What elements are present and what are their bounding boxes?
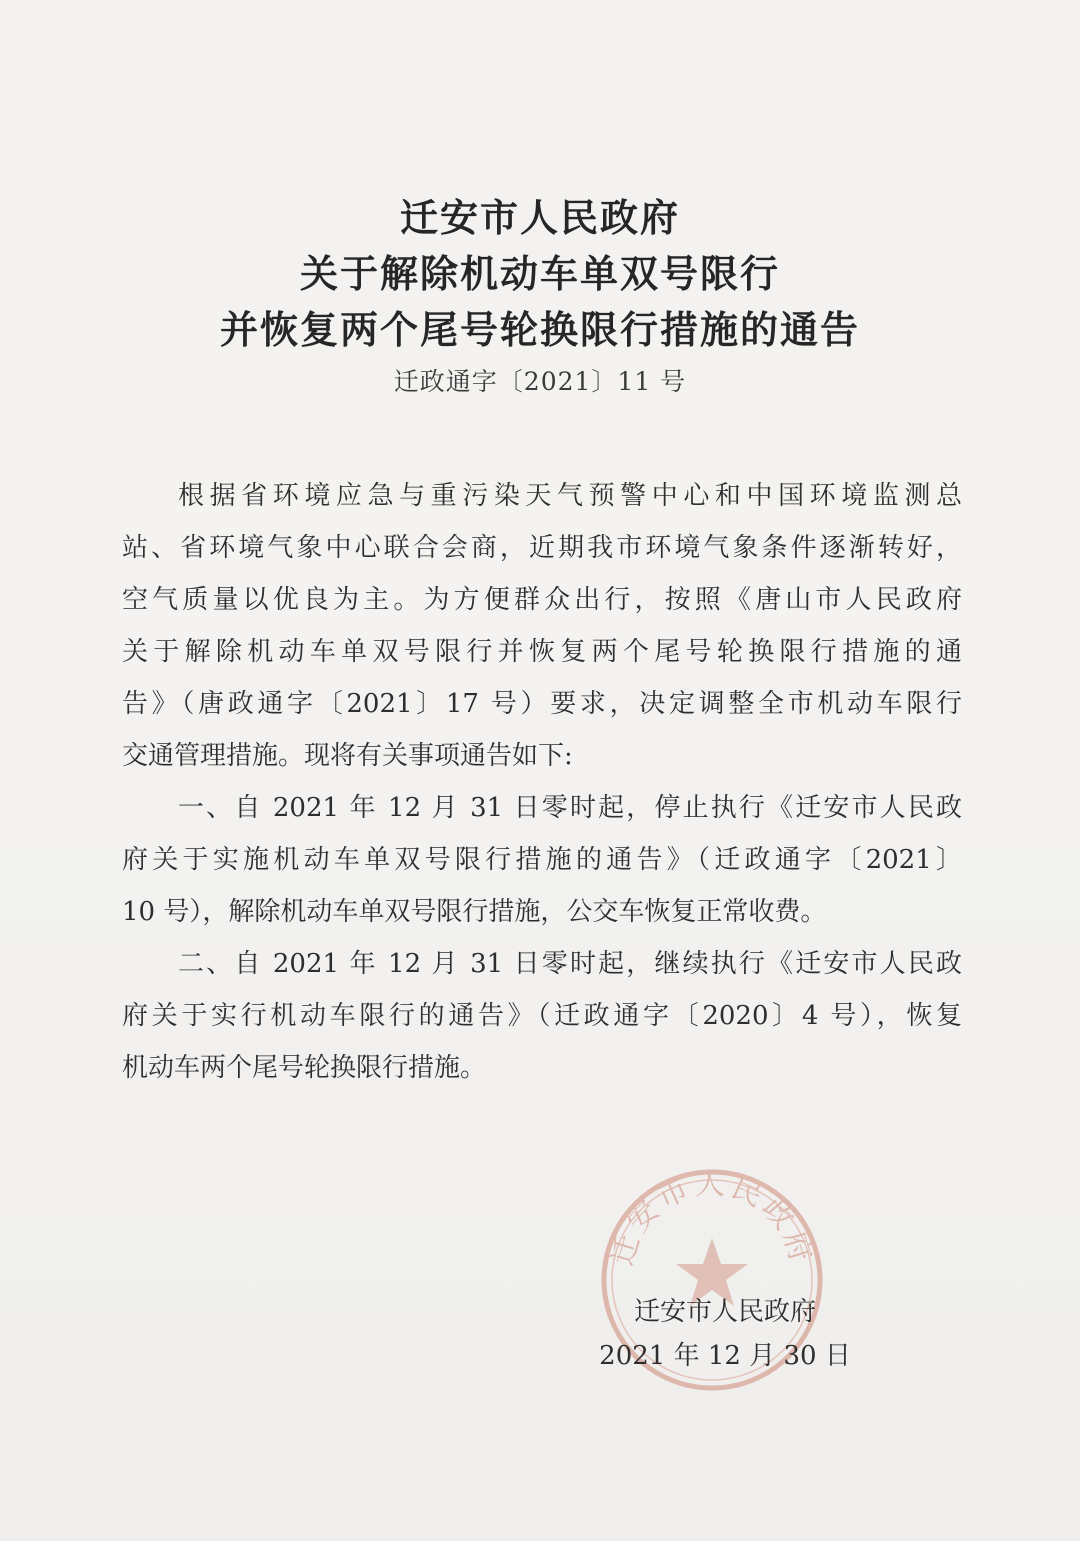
issuer-name: 迁安市人民政府 <box>633 1297 816 1327</box>
body-line-4: 关于解除机动车单双号限行并恢复两个尾号轮换限行措施的通 <box>122 637 962 667</box>
issue-date: 2021 年 12 月 30 日 <box>599 1341 851 1371</box>
body-line-1: 根据省环境应急与重污染天气预警中心和中国环境监测总 <box>178 481 962 511</box>
body-line-9: 10 号），解除机动车单双号限行措施，公交车恢复正常收费。 <box>122 897 827 927</box>
body-line-11: 府关于实行机动车限行的通告》（迁政通字〔2020〕4 号），恢复 <box>122 1001 962 1031</box>
body-line-2: 站、省环境气象中心联合会商，近期我市环境气象条件逐渐转好， <box>122 533 962 563</box>
document-number: 迁政通字〔2021〕11 号 <box>393 367 687 396</box>
body-line-3: 空气质量以优良为主。为方便群众出行，按照《唐山市人民政府 <box>122 585 962 615</box>
body-line-5: 告》（唐政通字〔2021〕17 号）要求，决定调整全市机动车限行 <box>122 689 962 719</box>
signature-block <box>560 1290 890 1378</box>
body-line-12: 机动车两个尾号轮换限行措施。 <box>122 1053 487 1083</box>
document-body <box>122 470 962 1094</box>
body-line-8: 府关于实施机动车单双号限行措施的通告》（迁政通字〔2021〕 <box>122 845 962 875</box>
title-line-3: 并恢复两个尾号轮换限行措施的通告 <box>219 307 860 352</box>
body-line-7: 一、自 2021 年 12 月 31 日零时起，停止执行《迁安市人民政 <box>178 793 962 823</box>
seal-text: 迁安市人民政府 <box>604 1167 820 1270</box>
body-line-6: 交通管理措施。现将有关事项通告如下: <box>122 741 573 771</box>
document-title <box>0 190 1080 358</box>
title-line-2: 关于解除机动车单双号限行 <box>299 251 780 296</box>
title-line-1: 迁安市人民政府 <box>399 195 680 240</box>
body-line-10: 二、自 2021 年 12 月 31 日零时起，继续执行《迁安市人民政 <box>178 949 962 979</box>
